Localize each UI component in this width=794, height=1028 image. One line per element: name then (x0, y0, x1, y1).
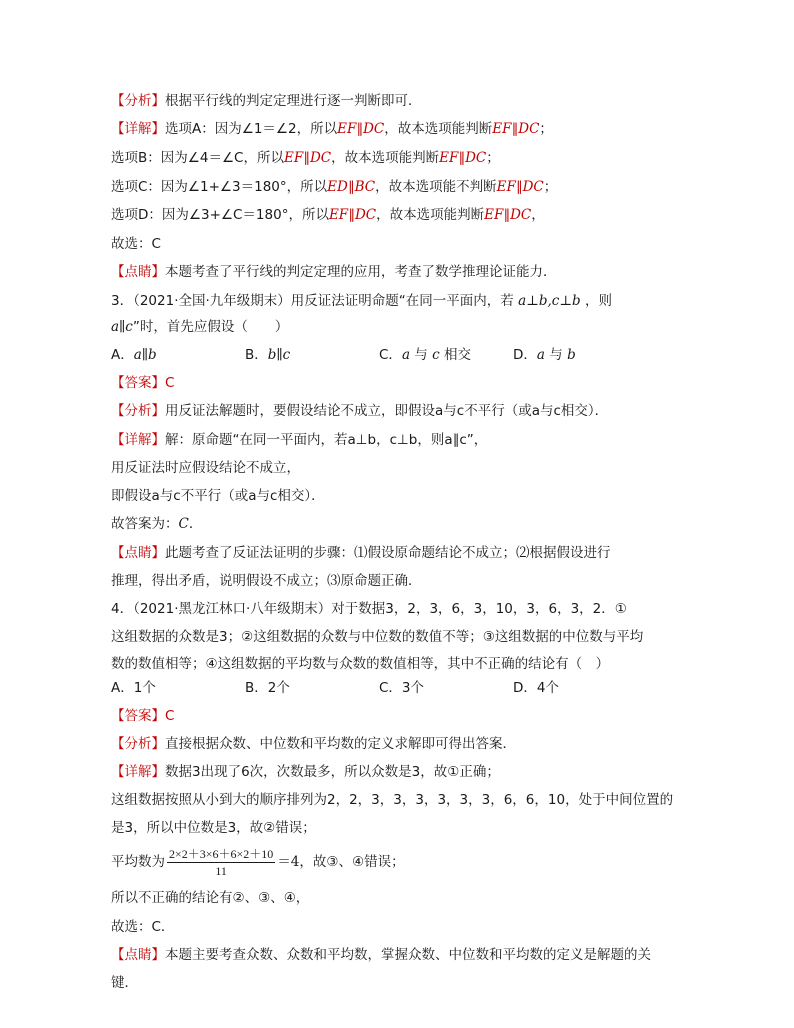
q2-choice: 故选：C (111, 236, 161, 252)
q3-option-a: A．a∥b (111, 347, 157, 363)
q4-comment-line2: 键． (111, 975, 138, 991)
q3-option-c: C．a 与 c 相交 (379, 347, 471, 363)
q3-detail-line2: 用反证法时应假设结论不成立， (111, 460, 300, 476)
q4-detail-line2: 这组数据按照从小到大的顺序排列为2，2，3，3，3，3，3，3，6，6，10，处于中间位置的 (111, 792, 674, 808)
q4-answer: 【答案】C (111, 708, 175, 724)
q4-option-c: C．3个 (379, 680, 425, 696)
q2-detail-d: 选项D：因为∠3+∠C＝180°，所以EF∥DC，故本选项能判断EF∥DC， (111, 207, 545, 223)
q2-analysis: 【分析】根据平行线的判定定理进行逐一判断即可． (111, 93, 422, 109)
q4-choice: 故选：C． (111, 919, 175, 935)
detail-tag: 【详解】 (111, 121, 165, 137)
q4-options (111, 678, 711, 698)
q4-wrong-conclusions: 所以不正确的结论有②、③、④， (111, 890, 310, 906)
q2-detail-b: 选项B：因为∠4＝∠C，所以EF∥DC，故本选项能判断EF∥DC； (111, 150, 500, 166)
q4-detail-line3: 是3，所以中位数是3，故②错误； (111, 820, 316, 836)
q3-option-d: D．a 与 b (513, 347, 576, 363)
q3-comment-line2: 推理，得出矛盾，说明假设不成立；⑶原命题正确． (111, 573, 422, 589)
q4-comment-line1: 【点睛】本题主要考查众数、众数和平均数，掌握众数、中位数和平均数的定义是解题的关 (111, 947, 651, 963)
q4-stem-line1: 4．（2021·黑龙江林口·八年级期末）对于数据3，2，3，6，3，10，3，6，3，2．① (111, 601, 627, 617)
q4-option-b: B．2个 (245, 680, 290, 696)
q2-comment: 【点睛】本题考查了平行线的判定定理的应用，考查了数学推理论证能力． (111, 264, 557, 280)
q3-detail-line1: 【详解】解：原命题“在同一平面内，若a⊥b，c⊥b，则a∥c”， (111, 432, 488, 448)
q4-stem-line3: 数的数值相等；④这组数据的平均数与众数的数值相等，其中不正确的结论有（ ） (111, 656, 610, 672)
q2-detail-c: 选项C：因为∠1+∠3＝180°，所以ED∥BC，故本选项能不判断EF∥DC； (111, 179, 558, 195)
q4-stem-line2: 这组数据的众数是3；②这组数据的众数与中位数的数值不等；③这组数据的中位数与平均 (111, 629, 644, 645)
q4-detail-line1: 【详解】数据3出现了6次，次数最多，所以众数是3，故①正确； (111, 764, 500, 780)
q4-analysis: 【分析】直接根据众数、中位数和平均数的定义求解即可得出答案． (111, 736, 516, 752)
q3-analysis: 【分析】用反证法解题时，要假设结论不成立，即假设a与c不平行（或a与c相交）． (111, 403, 609, 419)
analysis-tag: 【分析】 (111, 93, 165, 109)
comment-tag: 【点睛】 (111, 264, 165, 280)
q4-mean-line: 平均数为 $\frac{2\times 2+3\times 6+6\times 2+10}{11}$ ＝4，故③、④错误； (111, 846, 405, 878)
q3-stem-line1: 3．（2021·全国·九年级期末）用反证法证明命题“在同一平面内，若 a⊥b,c⊥b ，则 (111, 293, 612, 309)
q3-options (111, 345, 711, 365)
q3-comment-line1: 【点睛】此题考查了反证法证明的步骤：⑴假设原命题结论不成立；⑵根据假设进行 (111, 545, 611, 561)
q4-option-d: D．4个 (513, 680, 559, 696)
q3-option-b: B．b∥c (245, 347, 291, 363)
q4-option-a: A．1个 (111, 680, 156, 696)
q3-result: 故答案为：C． (111, 516, 203, 532)
q3-answer: 【答案】C (111, 375, 175, 391)
q3-stem-line2: a∥c”时，首先应假设（ ） (111, 319, 289, 335)
mean-fraction: $\frac{2\times 2+3\times 6+6\times 2+10}{11}$ (169, 846, 274, 878)
answer-tag: 【答案】 (111, 375, 165, 391)
q2-detail-a: 【详解】选项A：因为∠1＝∠2，所以EF∥DC，故本选项能判断EF∥DC； (111, 121, 553, 137)
q3-detail-line3: 即假设a与c不平行（或a与c相交）． (111, 488, 325, 504)
